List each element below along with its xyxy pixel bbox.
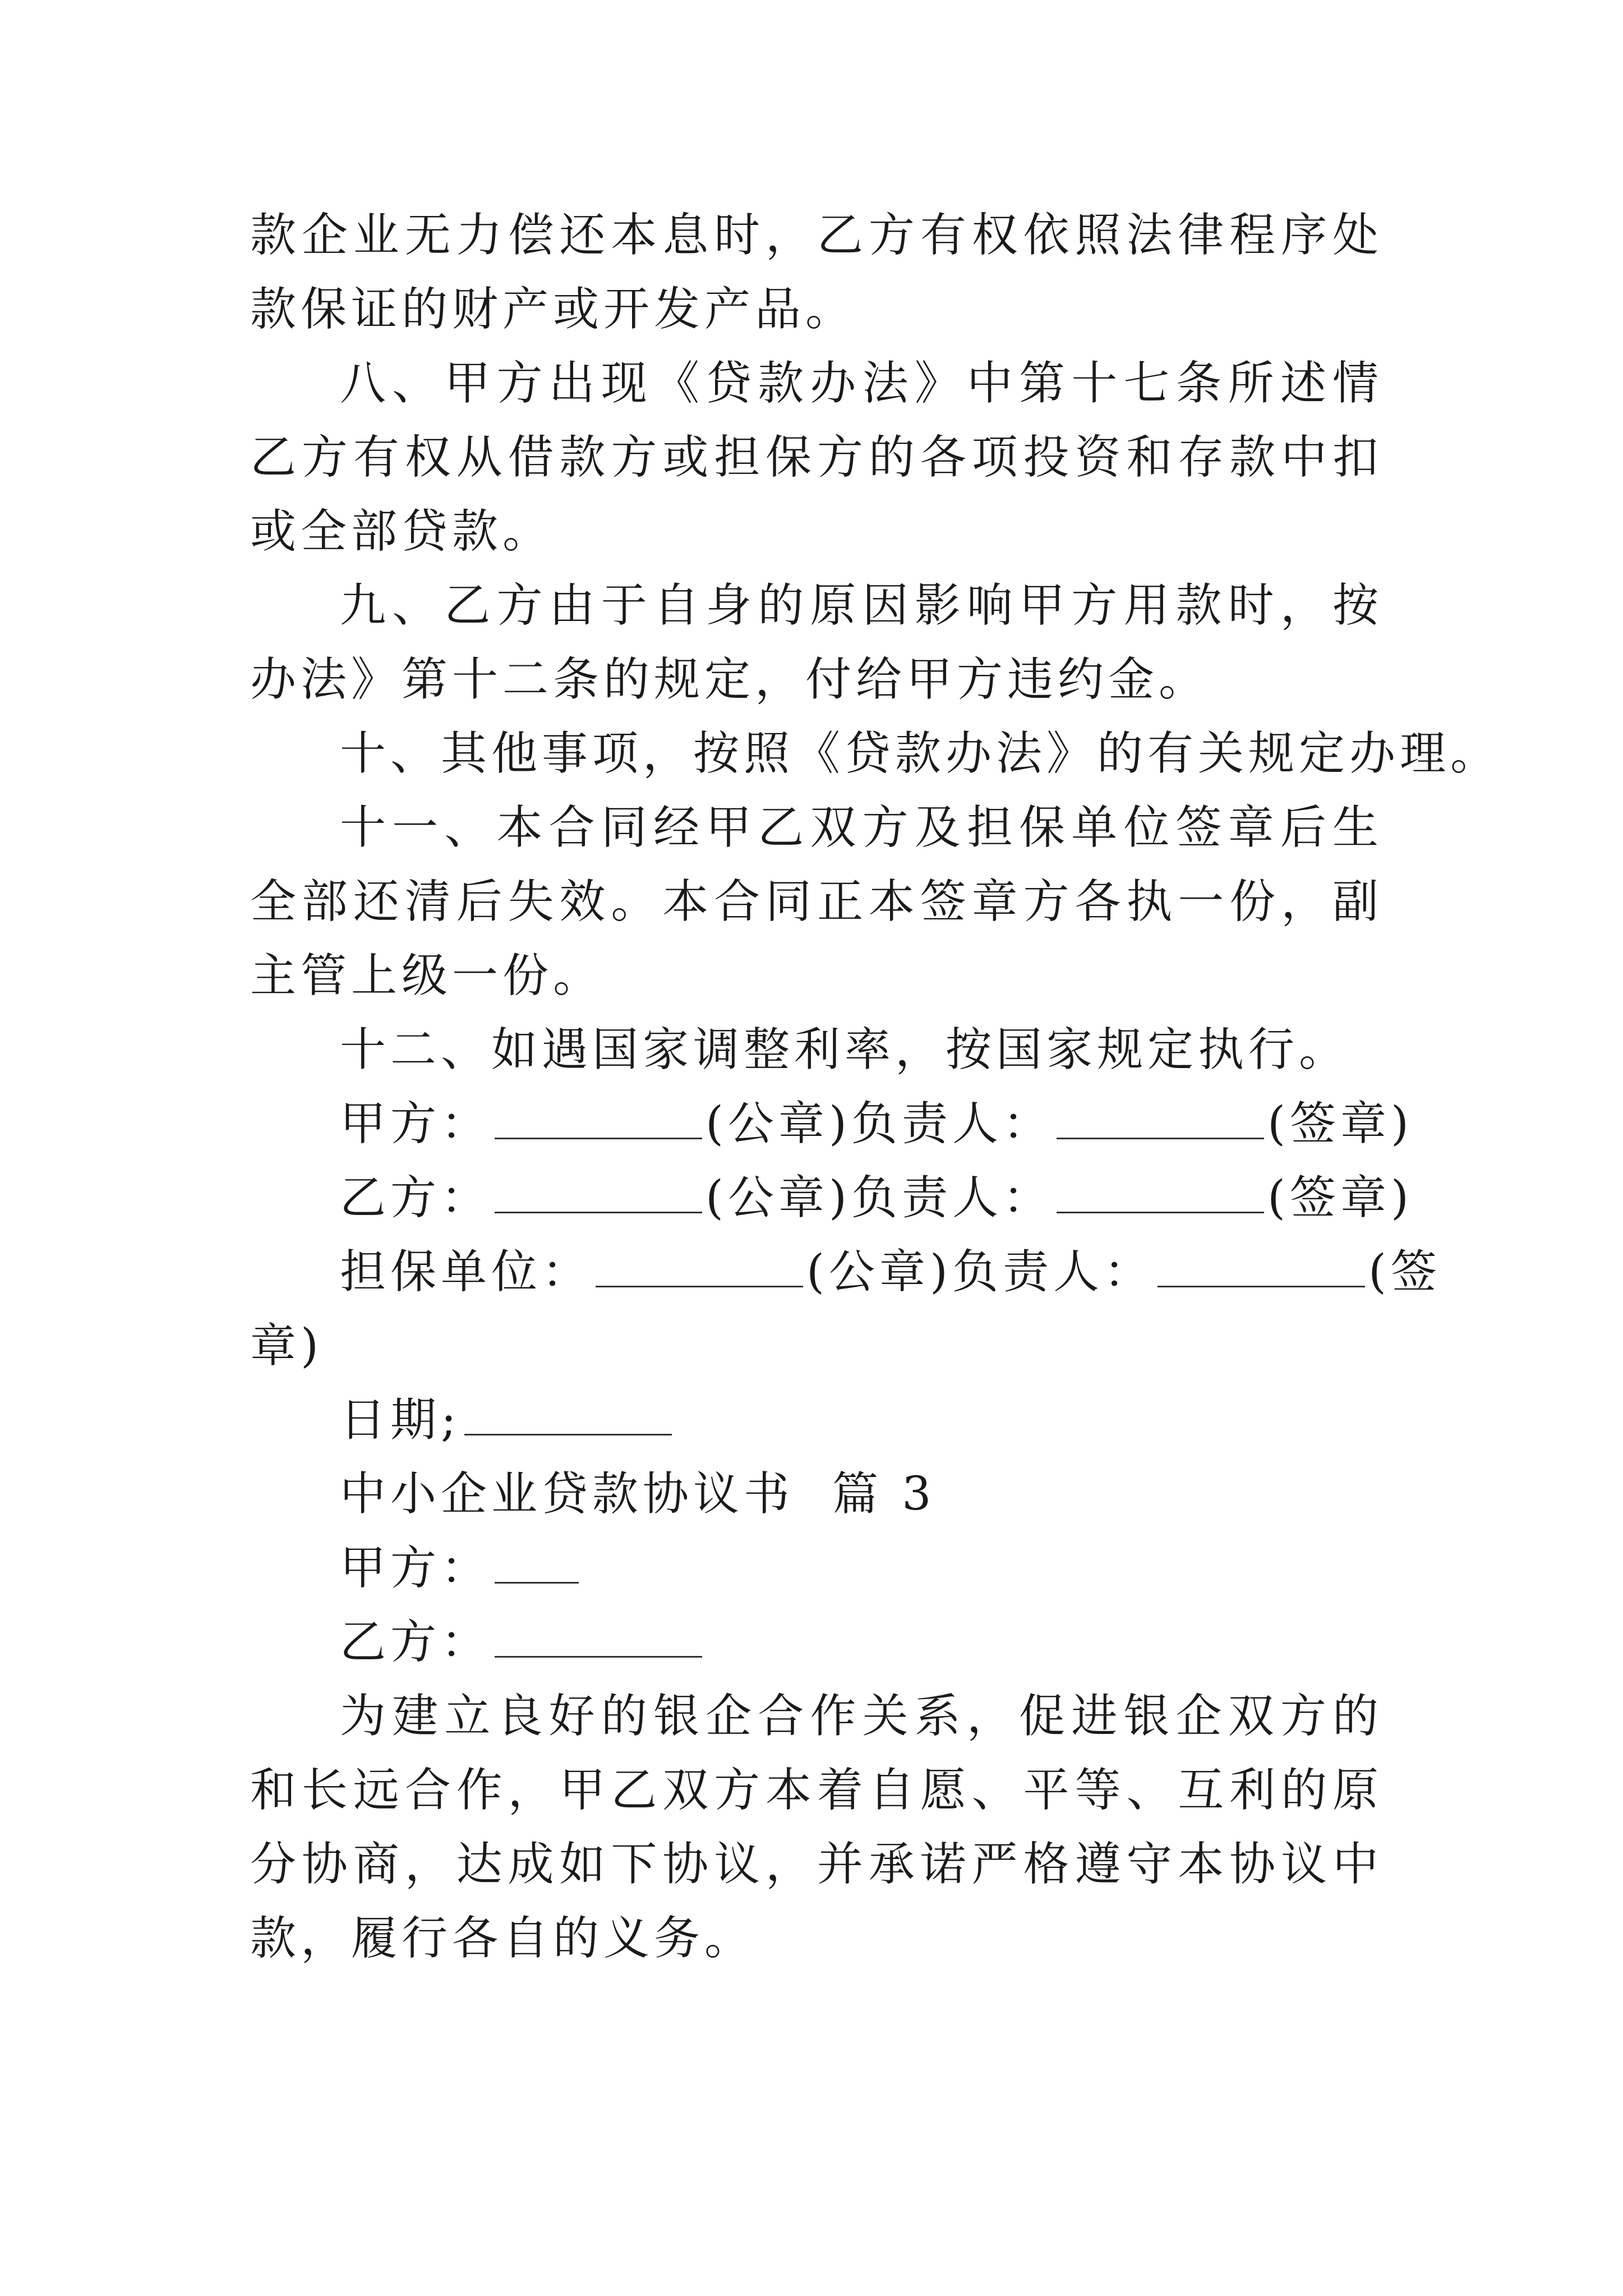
guarantor-person-blank[interactable] [1158, 1246, 1365, 1287]
party-a-signature-line [340, 1085, 1413, 1163]
guarantor-blank[interactable] [596, 1246, 803, 1287]
party-b-signature-line [340, 1159, 1413, 1237]
clause-8-line-1: 八、甲方出现《贷款办法》中第十七条所述情 [340, 357, 1383, 410]
guarantor-signature-line [340, 1233, 1442, 1312]
party-b-person-blank[interactable] [1057, 1172, 1264, 1213]
party-a-person-blank[interactable] [1057, 1098, 1264, 1139]
clause-10: 十、其他事项，按照《贷款办法》的有关规定办理。 [340, 727, 1501, 780]
clause-8-line-3: 或全部贷款。 [250, 505, 554, 558]
party-b-name-blank[interactable] [495, 1617, 702, 1658]
date-line [340, 1381, 1383, 1460]
sign-label: (签章) [1267, 1171, 1413, 1225]
party-a-blank[interactable] [495, 1098, 702, 1139]
clause-12: 十二、如遇国家调整利率，按国家规定执行。 [340, 1023, 1350, 1076]
section-title: 中小企业贷款协议书 篇 3 [340, 1467, 936, 1521]
party-b-line [340, 1603, 1383, 1682]
clause-11-line-1: 十一、本合同经甲乙双方及担保单位签章后生 [340, 801, 1383, 854]
clause-8-line-2: 乙方有权从借款方或担保方的各项投资和存款中扣 [250, 431, 1383, 484]
seal-label: (公章) [706, 1171, 851, 1225]
intro-line-3: 分协商，达成如下协议，并承诺严格遵守本协议中 [250, 1838, 1383, 1891]
date-label: 日期; [340, 1393, 461, 1447]
clause-9-line-2: 办法》第十二条的规定，付给甲方违约金。 [250, 653, 1210, 706]
sign-open-label: (签 [1368, 1245, 1442, 1299]
person-label: 负责人： [851, 1097, 1054, 1151]
party-b-label: 乙方： [340, 1171, 492, 1225]
person-label: 负责人： [952, 1245, 1155, 1299]
date-blank[interactable] [464, 1395, 672, 1435]
intro-line-4: 款，履行各自的义务。 [250, 1912, 755, 1965]
guarantor-label: 担保单位： [340, 1245, 593, 1299]
seal-label: (公章) [806, 1245, 952, 1299]
party-b-blank[interactable] [495, 1172, 702, 1213]
clause-9-line-1: 九、乙方由于自身的原因影响甲方用款时，按 [340, 579, 1383, 632]
intro-line-1: 为建立良好的银企合作关系，促进银企双方的 [340, 1690, 1383, 1743]
guarantor-sign-close: 章) [250, 1319, 323, 1373]
party-a-line [340, 1529, 1383, 1608]
clause-7-line-1: 款企业无力偿还本息时，乙方有权依照法律程序处 [250, 209, 1383, 262]
party-b-label: 乙方： [340, 1616, 492, 1669]
seal-label: (公章) [706, 1097, 851, 1151]
party-a-name-blank[interactable] [495, 1543, 579, 1584]
party-a-label: 甲方： [340, 1542, 492, 1595]
clause-7-line-2: 款保证的财产或开发产品。 [250, 283, 856, 336]
clause-11-line-2: 全部还清后失效。本合同正本签章方各执一份，副 [250, 875, 1383, 928]
intro-line-2: 和长远合作，甲乙双方本着自愿、平等、互利的原 [250, 1764, 1383, 1817]
party-a-label: 甲方： [340, 1097, 492, 1151]
sign-label: (签章) [1267, 1097, 1413, 1151]
clause-11-line-3: 主管上级一份。 [250, 949, 604, 1002]
person-label: 负责人： [851, 1171, 1054, 1225]
